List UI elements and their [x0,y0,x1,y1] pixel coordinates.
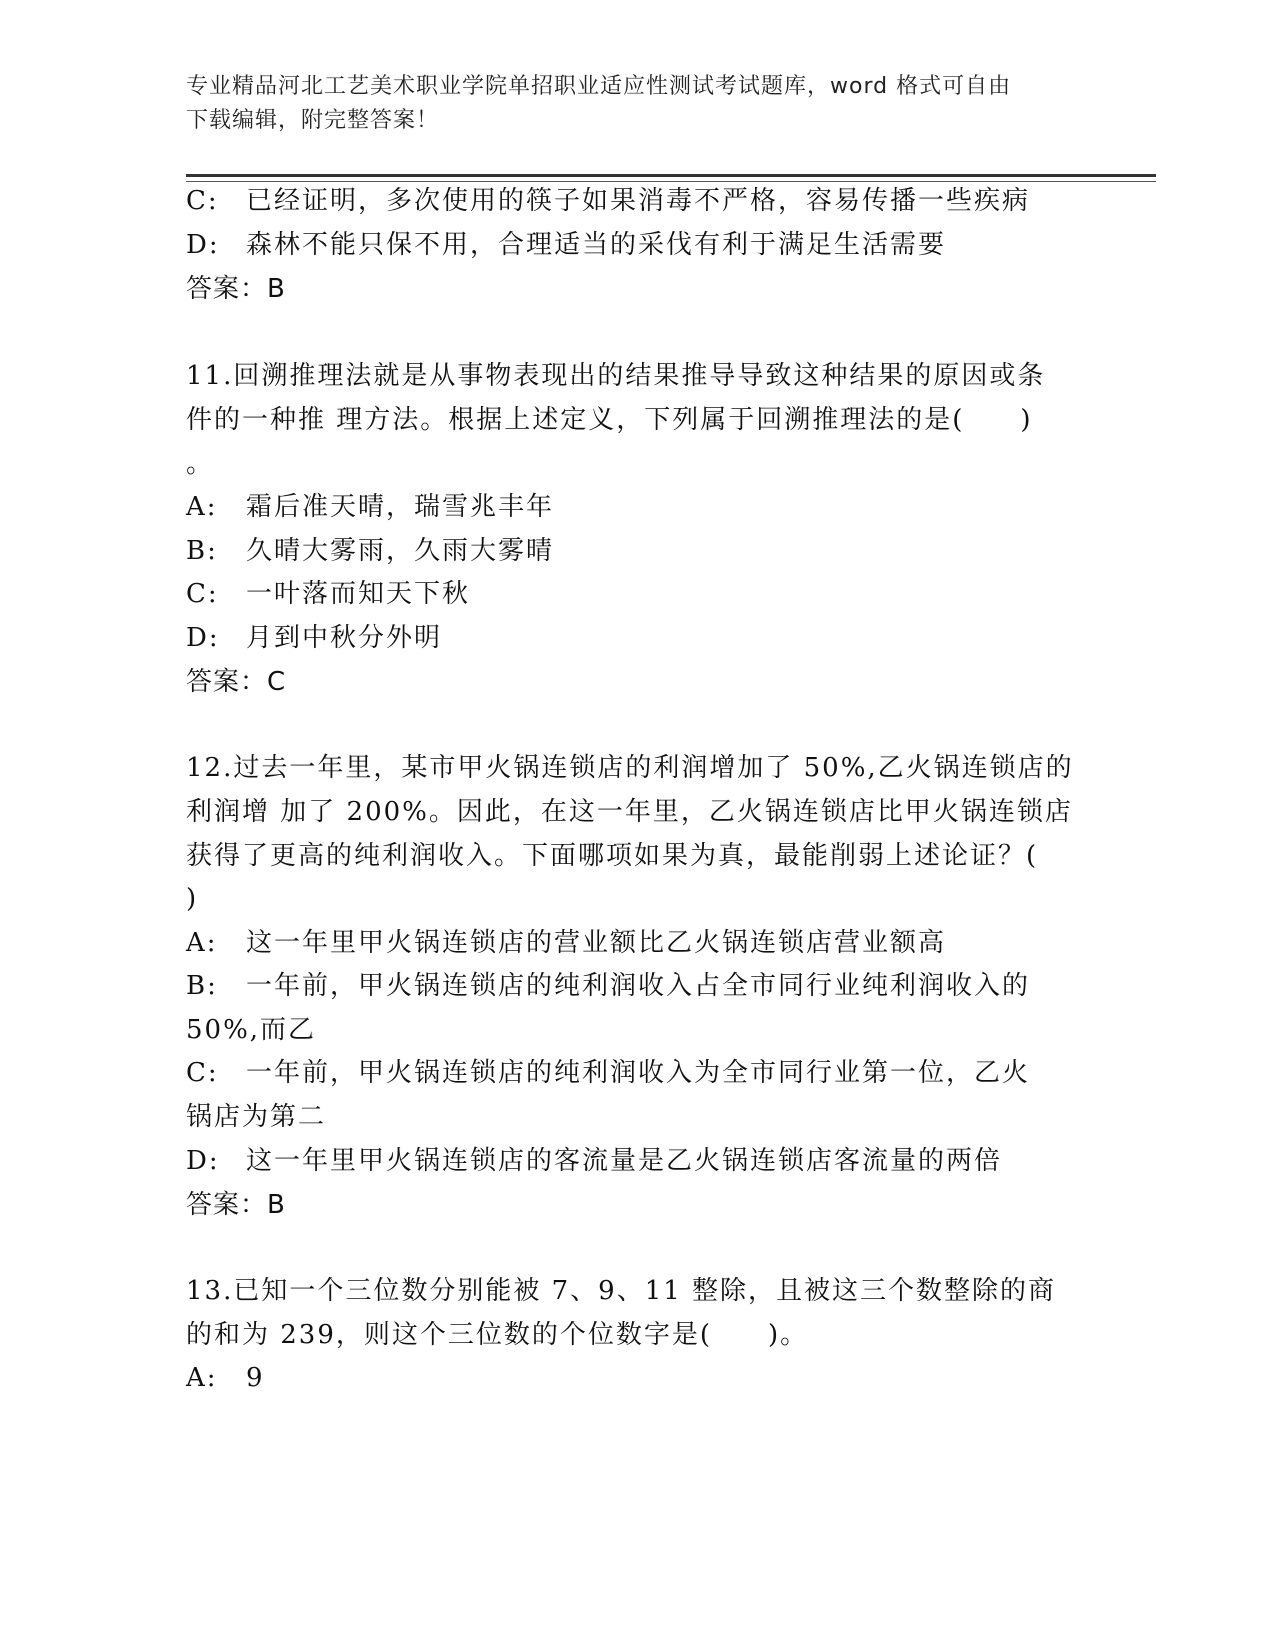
q11-option-a [186,489,554,525]
header-rule-thick [186,174,1156,177]
header-line-2: 下载编辑，附完整答案！ [186,108,440,133]
option-key: B: [186,971,218,1001]
option-text: 一年前，甲火锅连锁店的纯利润收入占全市同行业纯利润收入的 [246,971,1031,1001]
q12-option-c [186,1055,1030,1091]
option-text: 这一年里甲火锅连锁店的营业额比乙火锅连锁店营业额高 [246,928,947,958]
q11-stem-line-2: 件的一种推 理方法。根据上述定义，下列属于回溯推理法的是( ) [186,405,1033,435]
q13-option-a [186,1360,265,1396]
q11-option-b [186,533,554,569]
q12-stem-line-1: 12.过去一年里，某市甲火锅连锁店的利润增加了 50%,乙火锅连锁店的 [186,753,1074,783]
q12-stem-line-2: 利润增 加了 200%。因此，在这一年里，乙火锅连锁店比甲火锅连锁店 [186,797,1073,827]
header-rule-thin [186,181,1156,182]
option-key: D: [186,230,220,260]
q13-stem-line-1: 13.已知一个三位数分别能被 7、9、11 整除，且被这三个数整除的商 [186,1276,1057,1306]
q11-answer: 答案：C [186,667,287,697]
q11-option-c [186,576,470,612]
option-text: 久晴大雾雨，久雨大雾晴 [246,536,555,566]
option-key: A: [186,492,218,522]
q12-option-a [186,925,946,961]
option-key: A: [186,928,218,958]
option-text: 森林不能只保不用，合理适当的采伐有利于满足生活需要 [246,230,947,260]
q11-stem-line-1: 11.回溯推理法就是从事物表现出的结果推导导致这种结果的原因或条 [186,361,1046,391]
option-key: D: [186,623,220,653]
q10-option-d [186,227,946,263]
option-key: D: [186,1146,220,1176]
q12-option-b [186,968,1030,1004]
q12-stem-line-4: ) [186,884,199,914]
q11-stem-line-3: 。 [186,449,215,479]
option-key: B: [186,536,218,566]
q12-option-d [186,1143,1002,1179]
q11-option-d [186,620,442,656]
option-text: 霜后准天晴，瑞雪兆丰年 [246,492,555,522]
option-text: 一年前，甲火锅连锁店的纯利润收入为全市同行业第一位，乙火 [246,1058,1031,1088]
q12-stem-line-3: 获得了更高的纯利润收入。下面哪项如果为真，最能削弱上述论证？( [186,841,1039,871]
option-key: C: [186,579,219,609]
option-text: 月到中秋分外明 [246,623,443,653]
option-text: 9 [246,1363,265,1393]
q10-option-c [186,183,1030,219]
q12-answer: 答案：B [186,1190,286,1220]
q12-option-b-cont: 50%,而乙 [186,1015,317,1045]
header-line-1: 专业精品河北工艺美术职业学院单招职业适应性测试考试题库，word 格式可自由 [186,74,1012,99]
option-key: C: [186,186,219,216]
option-text: 这一年里甲火锅连锁店的客流量是乙火锅连锁店客流量的两倍 [246,1146,1003,1176]
option-text: 一叶落而知天下秋 [246,579,471,609]
q13-stem-line-2: 的和为 239，则这个三位数的个位数字是( )。 [186,1320,809,1350]
page-header [186,70,1086,138]
q10-answer: 答案：B [186,274,286,304]
option-text: 已经证明，多次使用的筷子如果消毒不严格，容易传播一些疾病 [246,186,1031,216]
q12-option-c-cont: 锅店为第二 [186,1102,327,1132]
option-key: C: [186,1058,219,1088]
option-key: A: [186,1363,218,1393]
